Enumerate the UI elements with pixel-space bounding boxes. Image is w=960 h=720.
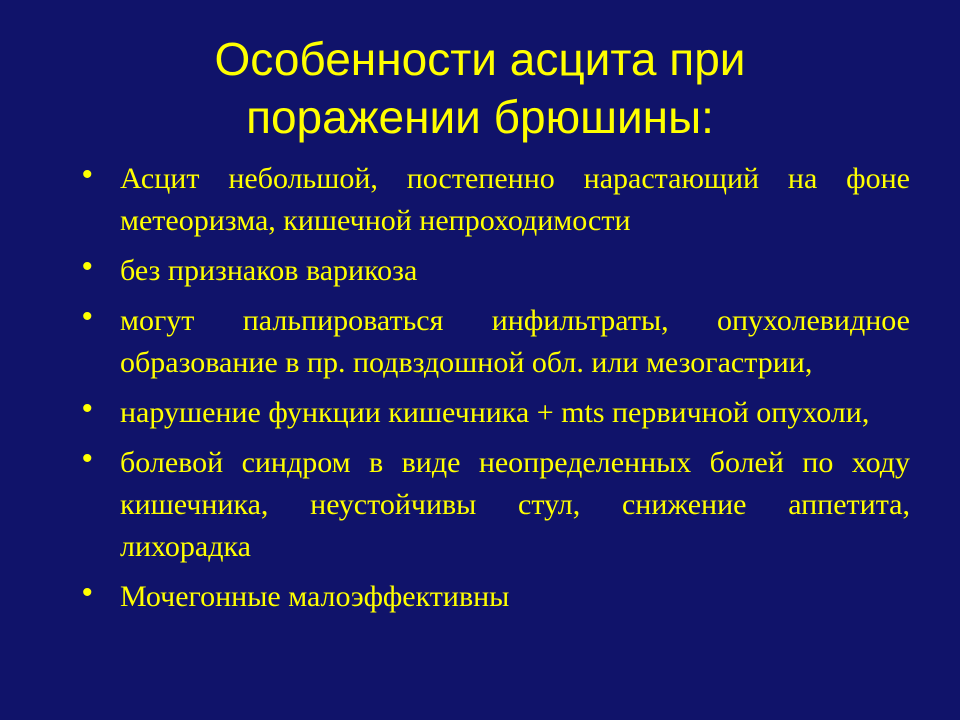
bullet-text: Мочегонные малоэффективны — [120, 580, 510, 613]
bullet-item-4 — [80, 392, 910, 434]
bullet-text: нарушение функции кишечника + mts первичной опухоли, — [120, 396, 870, 429]
bullet-dot-icon: • — [82, 442, 93, 475]
slide-title-line-2: поражении брюшины: — [246, 91, 714, 143]
bullet-dot-icon: • — [82, 392, 93, 425]
bullet-text: болевой синдром в виде неопределенных болей по ходу кишечника, неустойчивы стул, снижение аппетита, лихорадка — [120, 446, 910, 563]
bullet-item-2 — [80, 250, 910, 292]
bullet-text: без признаков варикоза — [120, 254, 418, 287]
bullet-dot-icon: • — [82, 300, 93, 333]
slide-title-line-1: Особенности асцита при — [214, 33, 746, 85]
bullet-item-5 — [80, 442, 910, 568]
bullet-item-3 — [80, 300, 910, 384]
bullet-dot-icon: • — [82, 576, 93, 609]
bullet-item-6 — [80, 576, 910, 618]
bullet-list — [80, 158, 910, 626]
bullet-dot-icon: • — [82, 158, 93, 191]
bullet-text: могут пальпироваться инфильтраты, опухолевидное образование в пр. подвздошной обл. или мезогастрии, — [120, 304, 910, 379]
bullet-item-1 — [80, 158, 910, 242]
slide-title — [60, 30, 900, 146]
bullet-dot-icon: • — [82, 250, 93, 283]
bullet-text: Асцит небольшой, постепенно нарастающий на фоне метеоризма, кишечной непроходимости — [120, 162, 910, 237]
